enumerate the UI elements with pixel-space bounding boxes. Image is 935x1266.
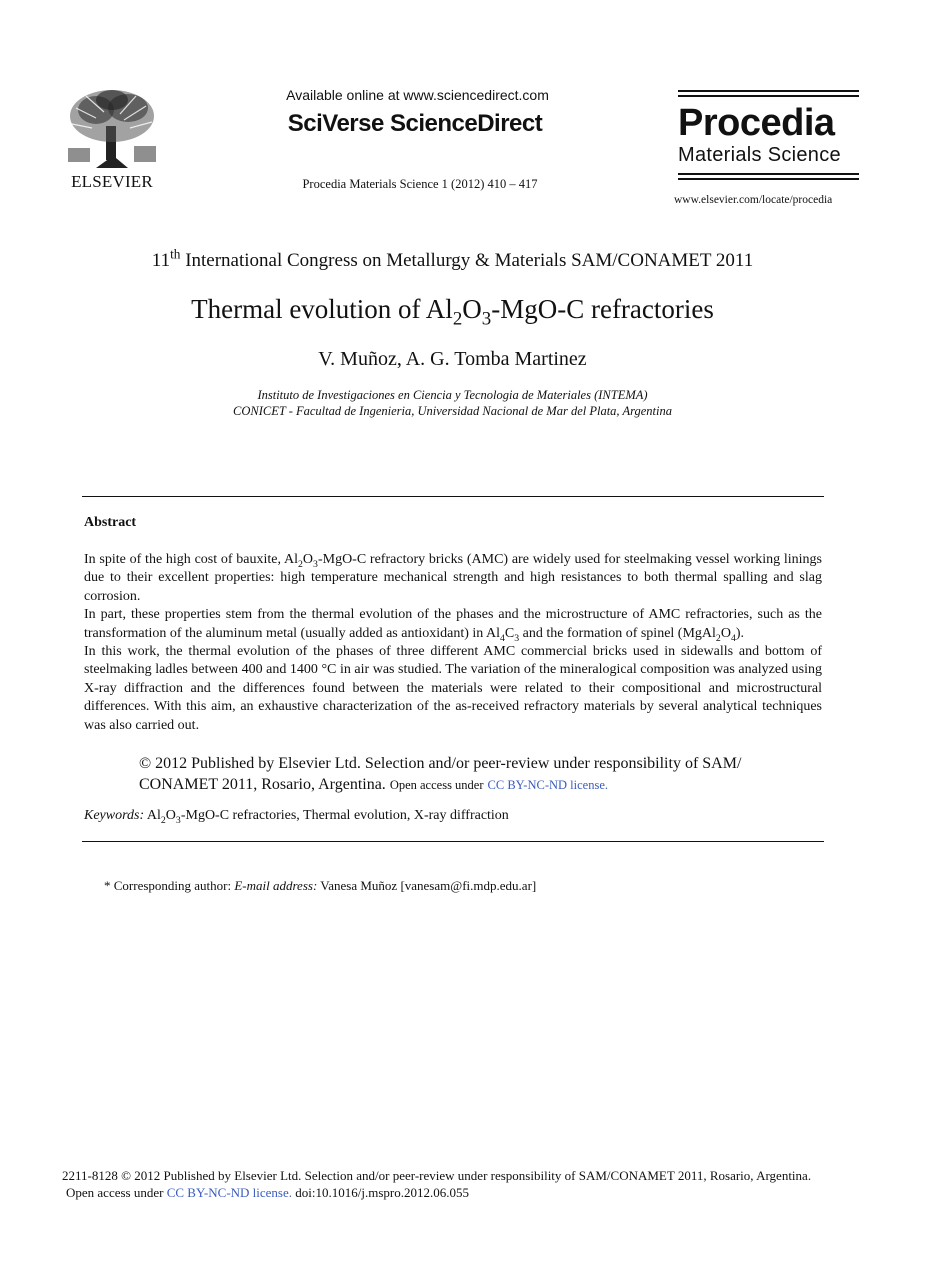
logo-rule: [678, 90, 859, 92]
journal-logo-subtitle: Materials Science: [678, 144, 841, 166]
journal-logo: [678, 90, 859, 183]
title-subscript: 3: [481, 308, 492, 330]
logo-rule: [678, 178, 859, 180]
copyright-statement: [139, 753, 779, 796]
copyright-text: © 2012 Published by Elsevier Ltd. Selection and/or peer-review under responsibility of SAM/ CONAMET 2011, Rosario, Argentina.: [139, 755, 742, 793]
email-value: Vanesa Muñoz [vanesam@fi.mdp.edu.ar]: [317, 878, 537, 893]
abstract-paragraph: In this work, the thermal evolution of the phases of three different AMC commercial bricks used in sidewalls and bottom of steelmaking ladles between 400 and 1400 °C in air was studied. The variation of the mineralogical composition was analyzed using X-ray diffraction and the differences found between the materials were related to their compositional and microstructural differences. With this aim, an exhaustive characterization of the as-received refractory materials by several analytical techniques was also carried out.: [84, 644, 822, 733]
abstract-paragraph: In spite of the high cost of bauxite, $Al_2O_3-MgO-C$ refractory bricks (AMC) are widely used for steelmaking vessel working linings due to their excellent properties: high temperature mechanical strength and high resistances to both thermal spalling and slag corrosion.: [84, 552, 822, 604]
abstract-body: [84, 551, 822, 735]
journal-url[interactable]: www.elsevier.com/locate/procedia: [674, 194, 833, 206]
footer-doi[interactable]: doi:10.1016/j.mspro.2012.06.055: [292, 1185, 469, 1200]
abstract-paragraph: In part, these properties stem from the thermal evolution of the phases and the microstructure of AMC refractories, such as the transformation of the aluminum metal (usually added as antioxidant) in $Al_4C_3$ and the formation of spinel $(MgAl_2O_4)$.: [84, 607, 822, 644]
affiliation-line-2: CONICET - Facultad de Ingenieria, Universidad Nacional de Mar del Plata, Argentina: [233, 404, 672, 418]
title-text: Thermal evolution of Al: [191, 294, 453, 324]
logo-rule: [678, 173, 859, 175]
congress-ordinal-suffix: th: [170, 246, 181, 262]
footer-issn-line: 2211-8128 © 2012 Published by Elsevier Ltd. Selection and/or peer-review under responsibility of SAM/CONAMET 2011, Rosario, Argentina.: [62, 1168, 812, 1183]
divider: [82, 841, 824, 842]
paper-title: [0, 294, 905, 330]
keywords: Keywords: $Al_2O_3-MgO-C$ refractories, Thermal evolution, X-ray diffraction: [84, 808, 509, 826]
footer-open-access: Open access under: [66, 1185, 167, 1200]
available-online-text: Available online at www.sciencedirect.com: [286, 87, 549, 103]
journal-reference: Procedia Materials Science 1 (2012) 410 – 417: [302, 177, 538, 191]
title-subscript: 2: [452, 308, 463, 330]
authors: V. Muñoz, A. G. Tomba Martinez: [318, 348, 587, 370]
platform-name: SciVerse ScienceDirect: [287, 110, 543, 137]
congress-name: [0, 246, 905, 272]
footer-license-line: [66, 1185, 469, 1201]
title-text: -MgO-C refractories: [491, 294, 714, 324]
congress-title: International Congress on Metallurgy & Materials SAM/CONAMET 2011: [185, 250, 754, 271]
divider: [82, 496, 824, 497]
publisher-name: ELSEVIER: [71, 172, 153, 191]
affiliation-line-1: Instituto de Investigaciones en Ciencia y Tecnologia de Materiales (INTEMA): [257, 388, 648, 402]
keywords-label: Keywords:: [84, 808, 145, 823]
open-access-text: Open access under: [389, 778, 484, 792]
congress-number: 11: [151, 250, 171, 271]
footer-license-link[interactable]: CC BY-NC-ND license.: [166, 1185, 293, 1200]
journal-logo-title: Procedia: [678, 102, 835, 144]
title-text: O: [462, 294, 482, 324]
license-link[interactable]: CC BY-NC-ND license.: [487, 778, 609, 792]
abstract-heading: Abstract: [84, 515, 137, 530]
email-label: E-mail address:: [234, 878, 318, 893]
corresponding-author: * Corresponding author: E-mail address: Vanesa Muñoz [vanesam@fi.mdp.edu.ar]: [104, 878, 537, 893]
logo-rule: [678, 95, 859, 97]
